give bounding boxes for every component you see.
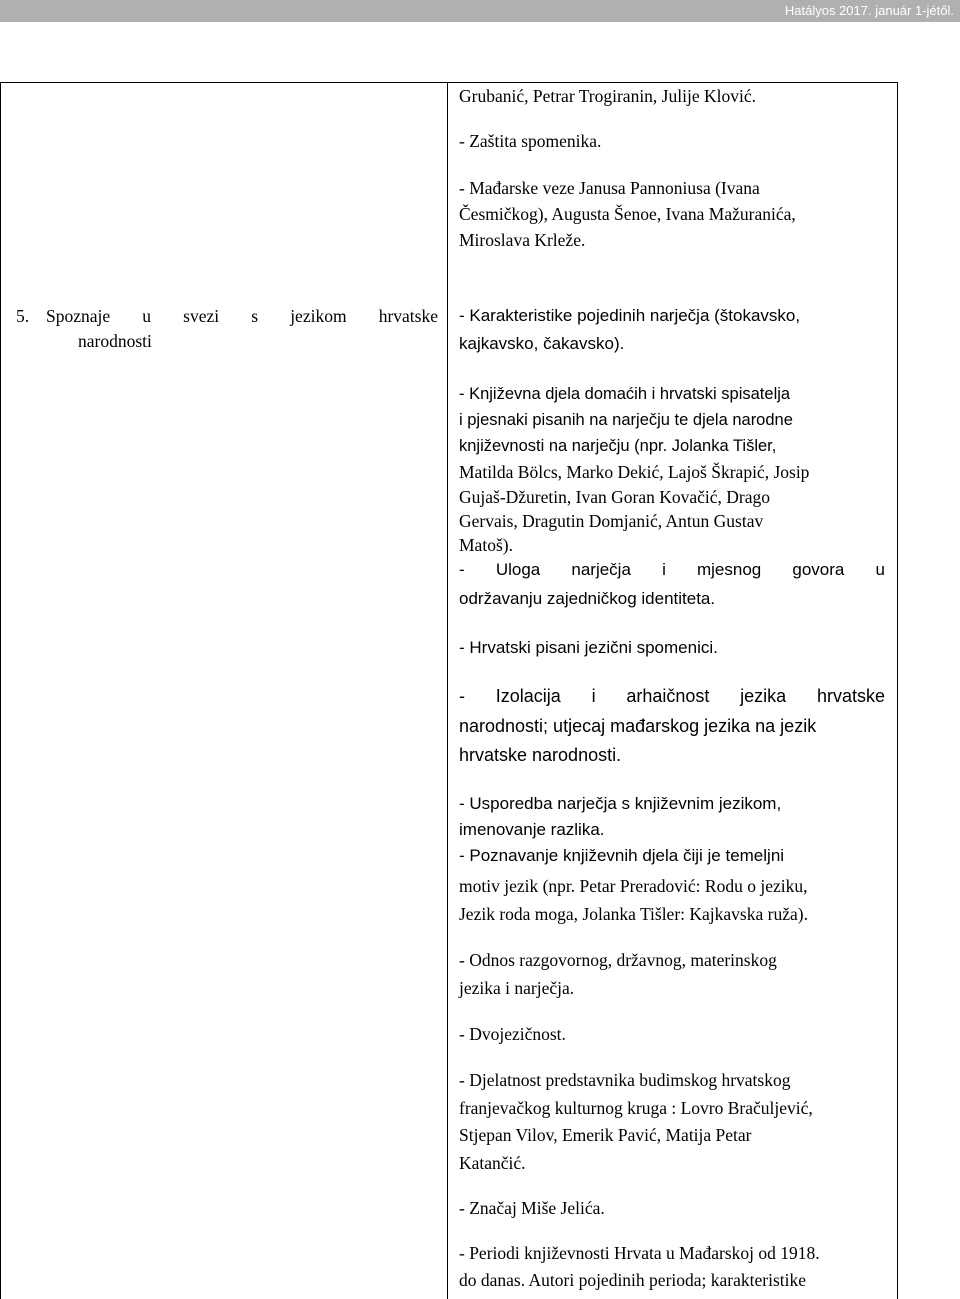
text-line: franjevačkog kulturnog kruga : Lovro Bračuljević,: [459, 1098, 813, 1118]
text-line: Katančić.: [459, 1153, 526, 1173]
text-line: Gujaš-Džuretin, Ivan Goran Kovačić, Drago: [459, 487, 770, 507]
column-divider: [447, 82, 448, 1299]
text-line: - Mađarske veze Janusa Pannoniusa (Ivana: [459, 178, 760, 198]
text-line: jezika i narječja.: [459, 978, 575, 998]
text-line: kajkavsko, čakavsko).: [459, 334, 625, 353]
text-line: imenovanje razlika.: [459, 820, 605, 839]
text-line: motiv jezik (npr. Petar Preradović: Rodu o jeziku,: [459, 876, 808, 896]
text-line: - Književna djela domaćih i hrvatski spisatelja: [459, 385, 791, 403]
text-line: - Značaj Miše Jelića.: [459, 1198, 605, 1218]
text-line: Česmičkog), Augusta Šenoe, Ivana Mažuranića,: [459, 204, 796, 224]
text-line: Matoš).: [459, 535, 513, 555]
text-line-justified: - Izolacija i arhaičnost jezika hrvatske: [459, 686, 885, 706]
text-line: narodnosti; utjecaj mađarskog jezika na jezik: [459, 716, 817, 736]
text-line: - Poznavanje književnih djela čiji je temeljni: [459, 846, 785, 865]
text-line: - Djelatnost predstavnika budimskog hrvatskog: [459, 1070, 791, 1090]
text-line: održavanju zajedničkog identiteta.: [459, 589, 716, 608]
text-line: Grubanić, Petrar Trogiranin, Julije Klović.: [459, 86, 756, 106]
text-line-justified: - Uloga narječja i mjesnog govora u: [459, 560, 885, 579]
text-line: Gervais, Dragutin Domjanić, Antun Gustav: [459, 511, 764, 531]
text-line: - Dvojezičnost.: [459, 1024, 566, 1044]
text-line: - Periodi književnosti Hrvata u Mađarskoj od 1918.: [459, 1243, 820, 1263]
text-line: hrvatske narodnosti.: [459, 745, 622, 765]
text-line: Stjepan Vilov, Emerik Pavić, Matija Petar: [459, 1125, 752, 1145]
item-title-line2: narodnosti: [78, 331, 152, 351]
text-line: i pjesnaki pisanih na narječju te djela narodne: [459, 411, 793, 429]
text-line: do danas. Autori pojedinih perioda; karakteristike: [459, 1270, 806, 1290]
text-line: - Zaštita spomenika.: [459, 131, 602, 151]
table-left-border: [0, 82, 1, 1299]
text-line: književnosti na narječju (npr. Jolanka Tišler,: [459, 437, 777, 455]
text-line: - Karakteristike pojedinih narječja (štokavsko,: [459, 306, 801, 325]
header-bar: [0, 0, 960, 22]
effective-date-label: Hatályos 2017. január 1-jétől.: [784, 3, 954, 18]
item-number: 5.: [16, 306, 30, 326]
item-title-line1: Spoznaje u svezi s jezikom hrvatske: [46, 306, 438, 326]
text-line: Matilda Bölcs, Marko Dekić, Lajoš Škrapić, Josip: [459, 462, 810, 482]
text-line: - Odnos razgovornog, državnog, materinskog: [459, 950, 777, 970]
text-line: - Hrvatski pisani jezični spomenici.: [459, 638, 718, 657]
text-line: - Usporedba narječja s književnim jezikom,: [459, 794, 782, 813]
text-line: Miroslava Krleže.: [459, 230, 586, 250]
text-line: Jezik roda moga, Jolanka Tišler: Kajkavska ruža).: [459, 904, 808, 924]
